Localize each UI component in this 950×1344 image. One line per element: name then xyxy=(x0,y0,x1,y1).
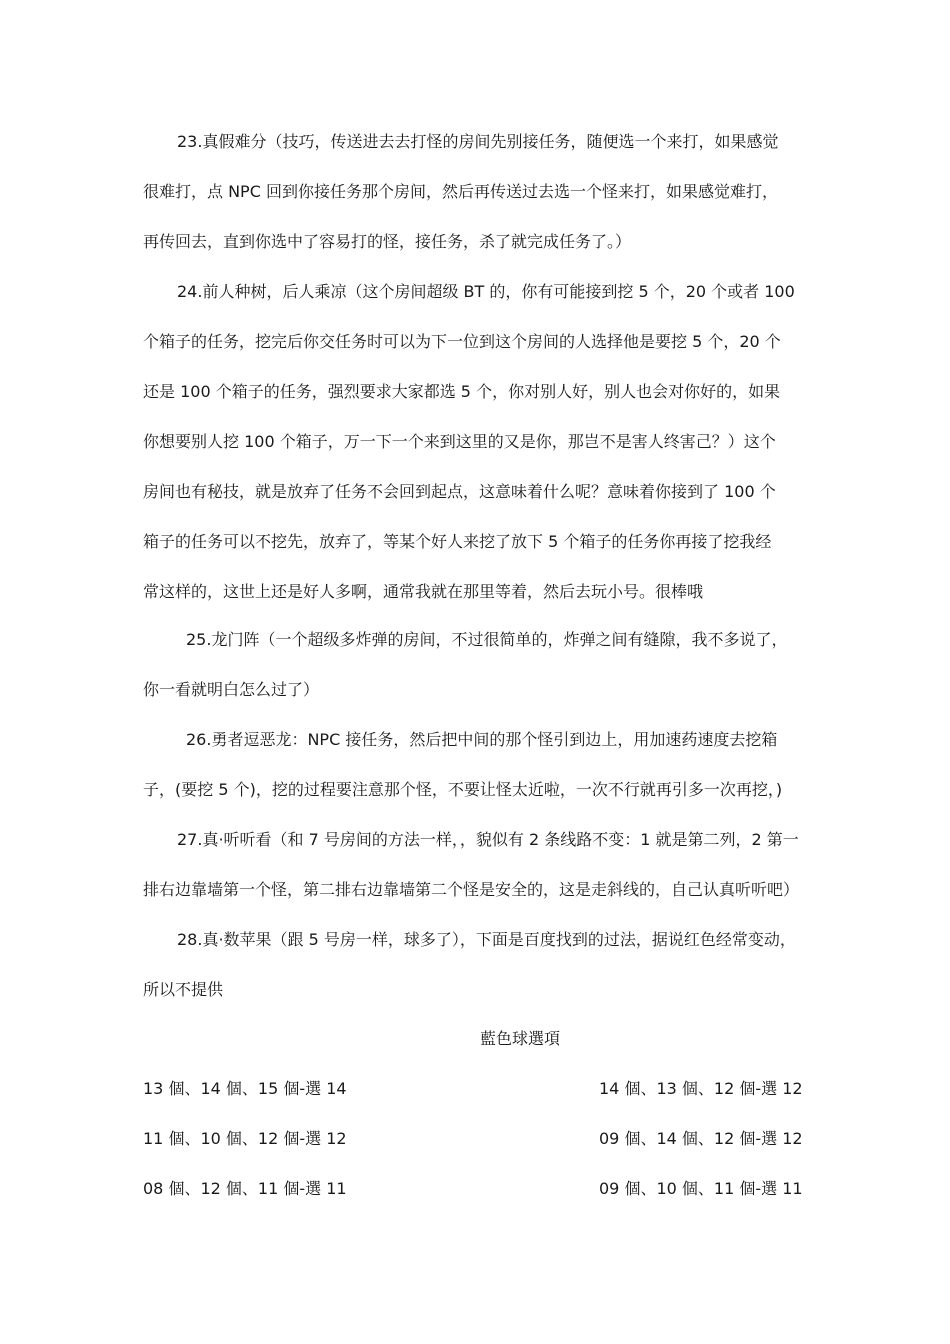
option-row xyxy=(143,1179,813,1229)
text-line: 25.龙门阵（一个超级多炸弹的房间，不过很简单的，炸弹之间有缝隙，我不多说了， xyxy=(186,630,788,649)
blue-ball-options xyxy=(143,1079,813,1229)
paragraph-27 xyxy=(143,830,813,930)
text-line: 常这样的，这世上还是好人多啊，通常我就在那里等着，然后去玩小号。很棒哦 xyxy=(143,582,704,601)
text-line: 很难打，点 NPC 回到你接任务那个房间，然后再传送过去选一个怪来打，如果感觉难打， xyxy=(143,182,778,201)
option-row xyxy=(143,1129,813,1179)
option-left: 11 個、10 個、12 個-選 12 xyxy=(143,1129,347,1148)
text-line: 排右边靠墙第一个怪，第二排右边靠墙第二个怪是安全的，这是走斜线的，自己认真听听吧） xyxy=(143,880,800,899)
option-left: 13 個、14 個、15 個-選 14 xyxy=(143,1079,347,1098)
text-line: 你想要别人挖 100 个箱子，万一下一个来到这里的又是你，那岂不是害人终害己？）这个 xyxy=(143,432,776,451)
text-line: 你一看就明白怎么过了） xyxy=(143,680,320,699)
text-line: 房间也有秘技，就是放弃了任务不会回到起点，这意味着什么呢？意味着你接到了 100 个 xyxy=(143,482,776,501)
text-line: 个箱子的任务，挖完后你交任务时可以为下一位到这个房间的人选择他是要挖 5 个，20 个 xyxy=(143,332,781,351)
text-line: 28.真·数苹果（跟 5 号房一样，球多了），下面是百度找到的过法，据说红色经常变动， xyxy=(177,930,796,949)
text-line: 再传回去，直到你选中了容易打的怪，接任务，杀了就完成任务了。） xyxy=(143,232,632,251)
option-right: 09 個、10 個、11 個-選 11 xyxy=(599,1179,803,1198)
text-line: 23.真假难分（技巧，传送进去去打怪的房间先别接任务，随便选一个来打，如果感觉 xyxy=(177,132,779,151)
text-line: 还是 100 个箱子的任务，强烈要求大家都选 5 个，你对别人好，别人也会对你好的，如果 xyxy=(143,382,781,401)
option-row xyxy=(143,1079,813,1129)
option-right: 14 個、13 個、12 個-選 12 xyxy=(599,1079,803,1098)
text-line: 所以不提供 xyxy=(143,980,224,999)
text-line: 箱子的任务可以不挖先，放弃了，等某个好人来挖了放下 5 个箱子的任务你再接了挖我经 xyxy=(143,532,772,551)
blue-ball-title: 藍色球選項 xyxy=(479,1029,560,1048)
option-left: 08 個、12 個、11 個-選 11 xyxy=(143,1179,347,1198)
paragraph-24 xyxy=(143,282,813,632)
option-right: 09 個、14 個、12 個-選 12 xyxy=(599,1129,803,1148)
text-line: 子，(要挖 5 个)，挖的过程要注意那个怪，不要让怪太近啦，一次不行就再引多一次再挖，) xyxy=(143,780,783,799)
paragraph-23 xyxy=(143,132,813,282)
text-line: 27.真·听听看（和 7 号房间的方法一样，，貌似有 2 条线路不变：1 就是第二列，2 第一 xyxy=(177,830,799,849)
paragraph-25 xyxy=(143,630,813,730)
paragraph-28 xyxy=(143,930,813,1030)
text-line: 26.勇者逗恶龙：NPC 接任务，然后把中间的那个怪引到边上，用加速药速度去挖箱 xyxy=(186,730,778,749)
text-line: 24.前人种树，后人乘凉（这个房间超级 BT 的，你有可能接到挖 5 个，20 个或者 100 xyxy=(177,282,795,301)
paragraph-26 xyxy=(143,730,813,830)
